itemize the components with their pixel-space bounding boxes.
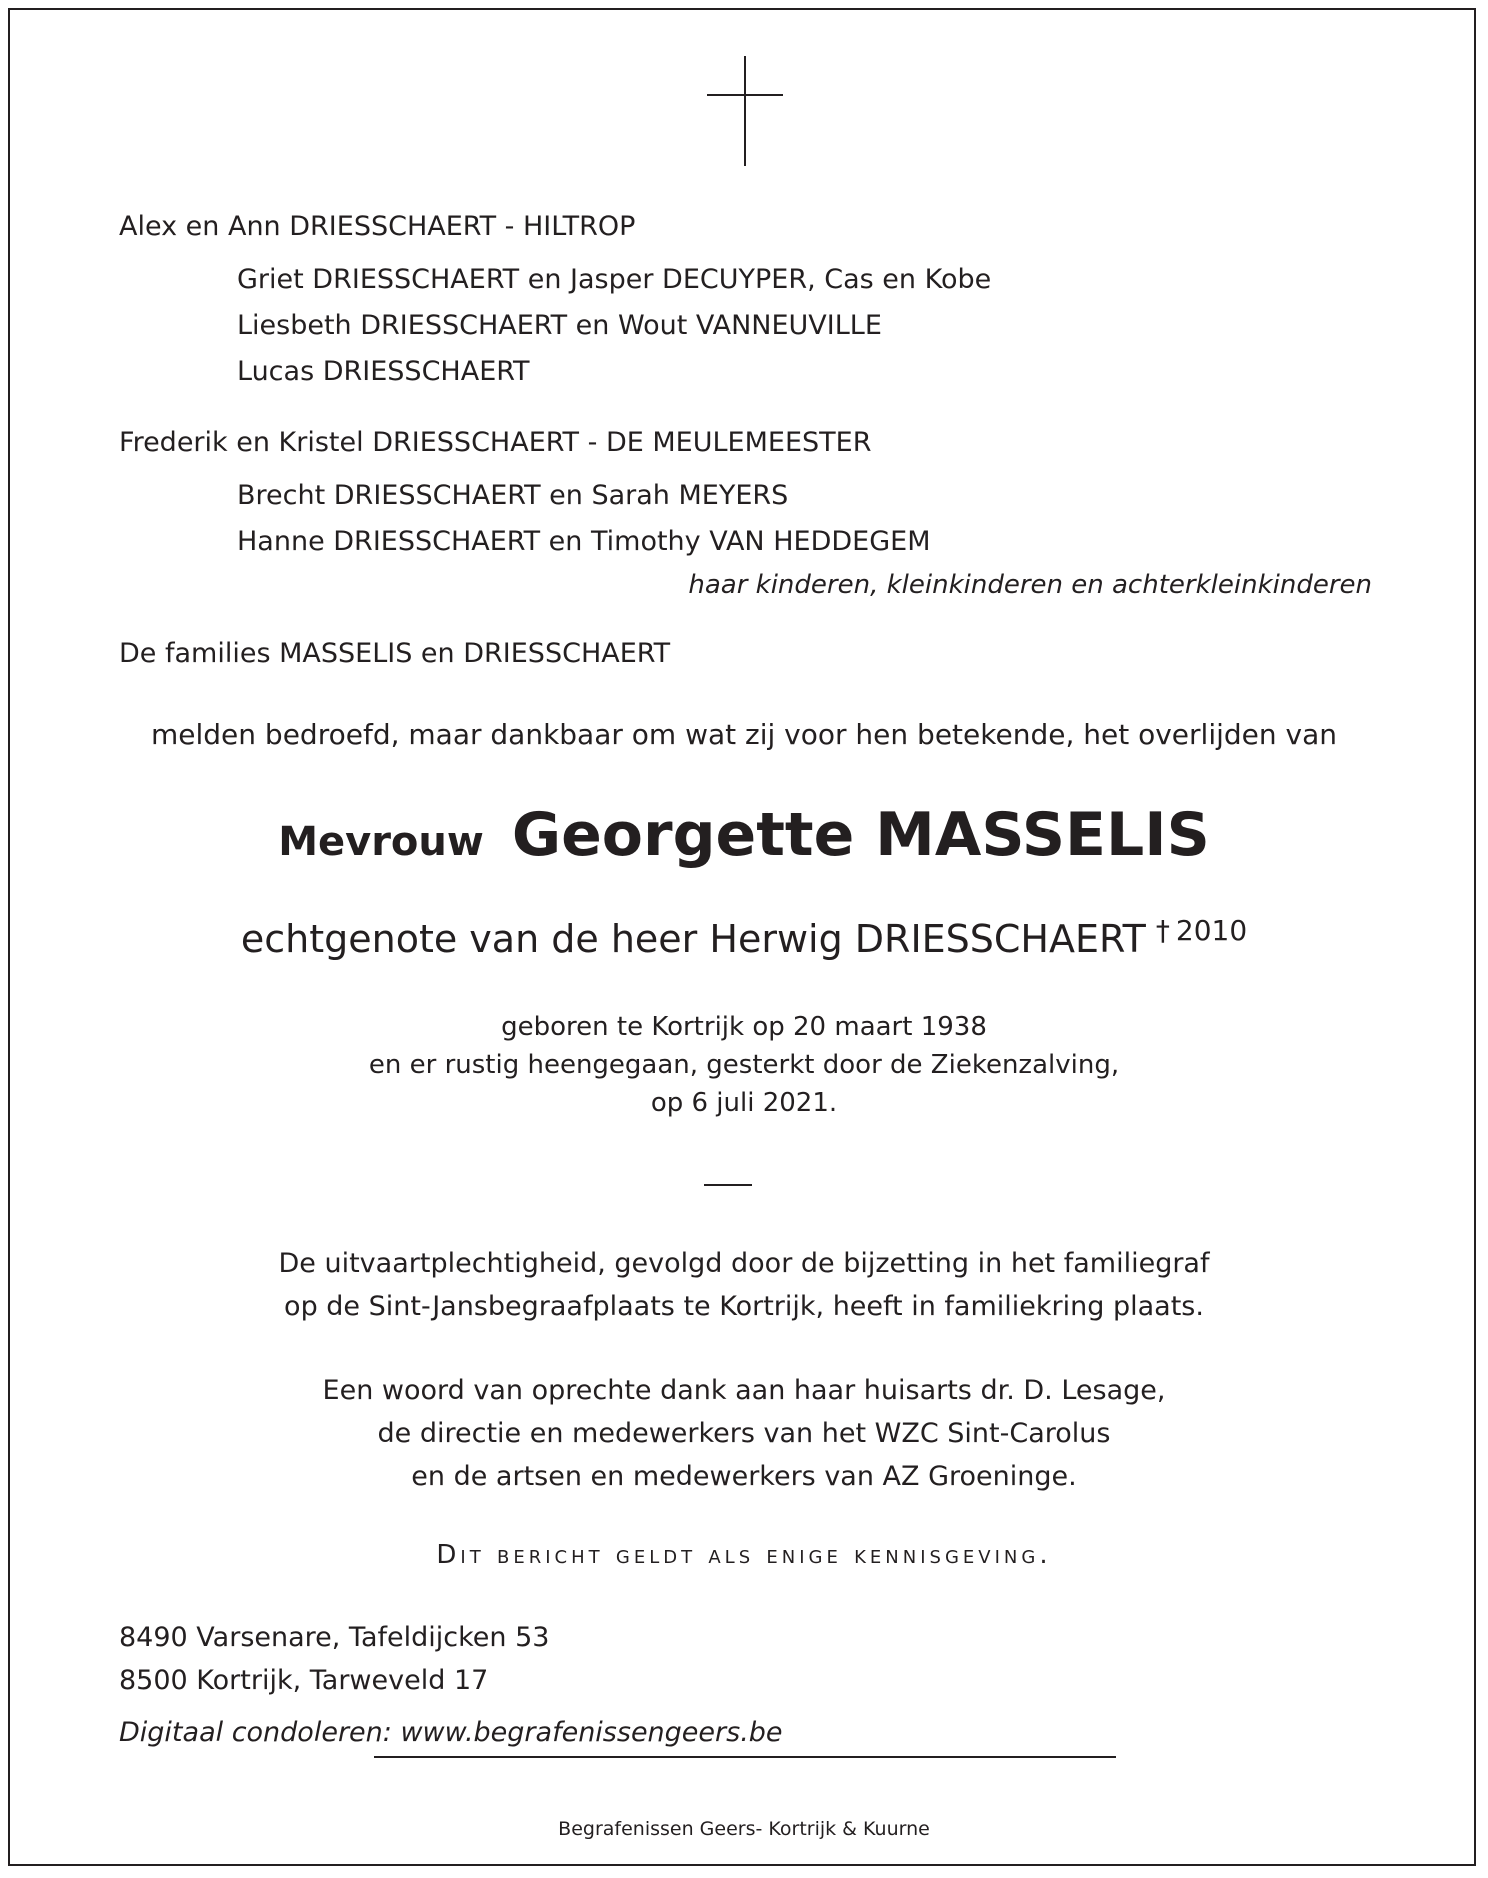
family1-member: Griet DRIESSCHAERT en Jasper DECUYPER, Cas en Kobe [237,264,992,295]
ceremony-line: De uitvaartplechtigheid, gevolgd door de bijzetting in het familiegraf [278,1248,1210,1279]
notice-text: Dit bericht geldt als enige kennisgeving. [436,1540,1052,1570]
birth-line: geboren te Kortrijk op 20 maart 1938 [501,1012,987,1042]
thanks-line: Een woord van oprechte dank aan haar huisarts dr. D. Lesage, [322,1375,1166,1406]
thanks-line: en de artsen en medewerkers van AZ Groeninge. [411,1461,1077,1492]
family2-member: Brecht DRIESSCHAERT en Sarah MEYERS [237,480,789,511]
deceased-name-line [0,800,1488,870]
address-line: 8490 Varsenare, Tafeldijcken 53 [119,1622,550,1653]
cross-icon [707,56,783,166]
separator-short [704,1184,752,1186]
family1-head: Alex en Ann DRIESSCHAERT - HILTROP [119,211,636,242]
spouse-death-year: 2010 [1175,914,1248,947]
spouse-cross-icon: † [1155,914,1170,947]
family1-member: Lucas DRIESSCHAERT [237,356,530,387]
bottom-separator [374,1756,1116,1758]
ceremony-line: op de Sint-Jansbegraafplaats te Kortrijk, heeft in familiekring plaats. [284,1291,1204,1322]
announcement-text: melden bedroefd, maar dankbaar om wat zij voor hen betekende, het overlijden van [151,718,1337,751]
death-date-line: op 6 juli 2021. [650,1088,838,1118]
dates-block [0,1008,1488,1122]
family2-head: Frederik en Kristel DRIESSCHAERT - DE MEULEMEESTER [119,427,872,458]
family2-member: Hanne DRIESSCHAERT en Timothy VAN HEDDEGEM [237,526,931,557]
relation-note: haar kinderen, kleinkinderen en achterkleinkinderen [688,570,1372,600]
ceremony-block [0,1242,1488,1328]
spouse-line [0,914,1488,961]
family1-member: Liesbeth DRIESSCHAERT en Wout VANNEUVILLE [237,310,882,341]
condolence-link[interactable]: Digitaal condoleren: www.begrafenissengeers.be [119,1717,783,1748]
address-line: 8500 Kortrijk, Tarweveld 17 [119,1665,489,1696]
spouse-text: echtgenote van de heer Herwig DRIESSCHAERT [240,917,1146,961]
other-families: De families MASSELIS en DRIESSCHAERT [119,638,671,669]
funeral-home-footer: Begrafenissen Geers- Kortrijk & Kuurne [558,1818,930,1840]
deceased-title: Mevrouw [278,819,484,865]
deceased-name: Georgette MASSELIS [511,800,1210,870]
passing-line: en er rustig heengegaan, gesterkt door de Ziekenzalving, [368,1050,1120,1080]
thanks-block [0,1369,1488,1498]
thanks-line: de directie en medewerkers van het WZC Sint-Carolus [377,1418,1111,1449]
